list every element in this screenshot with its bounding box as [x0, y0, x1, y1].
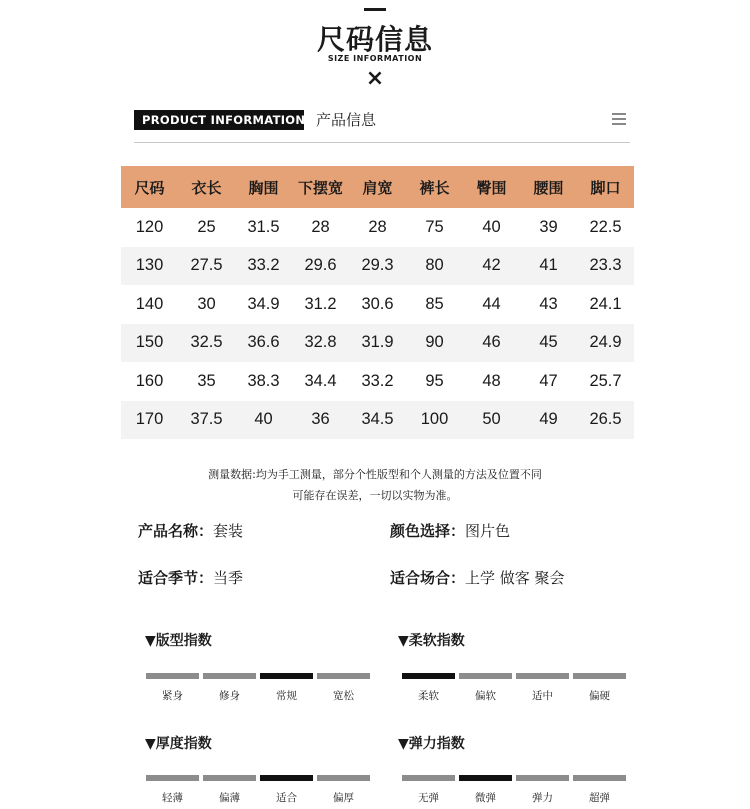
- index-segment: [146, 673, 199, 679]
- index-title-softness: ▼柔软指数: [398, 633, 465, 649]
- index-labels-elasticity: [402, 790, 626, 805]
- table-cell: 26.5: [577, 401, 634, 440]
- table-cell: 45: [520, 324, 577, 363]
- attr-value: 当季: [213, 569, 244, 587]
- table-cell: 46: [463, 324, 520, 363]
- measurement-note: [0, 464, 750, 506]
- table-cell: 42: [463, 247, 520, 286]
- index-label: 超弹: [589, 792, 610, 804]
- index-segment: [203, 673, 256, 679]
- table-cell: 22.5: [589, 217, 622, 236]
- table-cell: 48: [482, 371, 501, 390]
- table-cell: 36: [292, 401, 349, 440]
- table-cell: 31.9: [349, 324, 406, 363]
- index-title-fit: ▼版型指数: [145, 633, 212, 649]
- index-segment: [516, 673, 569, 679]
- index-label: 弹力: [532, 792, 553, 804]
- table-row: [121, 401, 634, 440]
- table-cell: 47: [539, 371, 558, 390]
- index-label: 偏厚: [333, 792, 354, 804]
- table-cell: 35: [197, 371, 216, 390]
- table-header-cell: 尺码: [121, 166, 178, 208]
- table-header-cell: 肩宽: [349, 166, 406, 208]
- table-cell: 40: [482, 217, 501, 236]
- index-label: 偏硬: [589, 690, 610, 702]
- table-cell: 49: [520, 401, 577, 440]
- table-cell: 28: [368, 217, 387, 236]
- table-header-cell: 脚口: [577, 166, 634, 208]
- table-cell: 85: [425, 294, 444, 313]
- table-cell: 43: [539, 294, 558, 313]
- table-cell: 160: [135, 371, 164, 390]
- index-segment: [516, 775, 569, 781]
- table-header-cell: 腰围: [520, 166, 577, 208]
- attr-value: 套装: [213, 522, 244, 540]
- page-subtitle: SIZE INFORMATION: [327, 54, 423, 63]
- index-label: 适中: [532, 690, 553, 702]
- table-cell: 31.5: [247, 217, 280, 236]
- index-segment: [402, 673, 455, 679]
- product-info-badge: PRODUCT INFORMATION: [134, 110, 304, 130]
- attr-value: 上学 做客 聚会: [465, 569, 565, 587]
- table-cell: 36.6: [235, 324, 292, 363]
- table-cell: 33.2: [361, 371, 394, 390]
- index-bars-softness: [402, 673, 626, 679]
- index-label: 修身: [219, 690, 240, 702]
- table-cell: 75: [425, 217, 444, 236]
- index-segment: [146, 775, 199, 781]
- size-table: [121, 166, 634, 439]
- index-label: 微弹: [475, 792, 496, 804]
- menu-icon: [612, 113, 626, 125]
- table-cell: 27.5: [178, 247, 235, 286]
- index-bars-elasticity: [402, 775, 626, 781]
- table-row: [121, 247, 634, 286]
- table-cell: 170: [121, 401, 178, 440]
- index-segment: [459, 775, 512, 781]
- index-segment: [317, 775, 370, 781]
- table-cell: 80: [406, 247, 463, 286]
- index-label: 柔软: [418, 690, 439, 702]
- index-label: 常规: [276, 690, 297, 702]
- table-cell: 150: [121, 324, 178, 363]
- index-label: 偏薄: [219, 792, 240, 804]
- close-icon: ×: [365, 66, 385, 91]
- attr-label: 适合场合：: [390, 569, 466, 587]
- index-segment: [573, 775, 626, 781]
- table-row: [121, 362, 634, 401]
- index-labels-thickness: [146, 790, 370, 805]
- attr-product-name: [138, 520, 243, 541]
- table-cell: 30.6: [361, 294, 394, 313]
- index-label: 紧身: [162, 690, 183, 702]
- table-cell: 25: [197, 217, 216, 236]
- index-label: 适合: [276, 792, 297, 804]
- index-segment: [203, 775, 256, 781]
- table-cell: 39: [539, 217, 558, 236]
- table-row: [121, 324, 634, 363]
- table-cell: 23.3: [577, 247, 634, 286]
- table-row: [121, 285, 634, 324]
- table-header-cell: 臀围: [463, 166, 520, 208]
- table-cell: 95: [425, 371, 444, 390]
- table-cell: 90: [406, 324, 463, 363]
- index-bars-fit: [146, 673, 370, 679]
- table-cell: 34.9: [247, 294, 280, 313]
- table-cell: 29.3: [349, 247, 406, 286]
- index-segment: [402, 775, 455, 781]
- table-cell: 41: [520, 247, 577, 286]
- index-segment: [260, 775, 313, 781]
- index-segment: [573, 673, 626, 679]
- table-cell: 33.2: [235, 247, 292, 286]
- index-segment: [459, 673, 512, 679]
- table-cell: 25.7: [589, 371, 622, 390]
- index-title-elasticity: ▼弹力指数: [398, 736, 465, 752]
- index-label: 无弹: [418, 792, 439, 804]
- index-bars-thickness: [146, 775, 370, 781]
- table-cell: 40: [235, 401, 292, 440]
- table-cell: 28: [311, 217, 330, 236]
- table-cell: 29.6: [292, 247, 349, 286]
- attr-label: 颜色选择：: [390, 522, 466, 540]
- table-header-cell: 裤长: [406, 166, 463, 208]
- attr-label: 产品名称：: [138, 522, 214, 540]
- table-cell: 120: [135, 217, 164, 236]
- table-cell: 130: [121, 247, 178, 286]
- table-cell: 37.5: [178, 401, 235, 440]
- attr-value: 图片色: [465, 522, 511, 540]
- table-row: [121, 208, 634, 247]
- index-label: 宽松: [333, 690, 354, 702]
- index-segment: [317, 673, 370, 679]
- table-cell: 50: [463, 401, 520, 440]
- table-cell: 31.2: [304, 294, 337, 313]
- table-cell: 32.5: [178, 324, 235, 363]
- table-cell: 24.1: [589, 294, 622, 313]
- index-label: 轻薄: [162, 792, 183, 804]
- table-cell: 38.3: [247, 371, 280, 390]
- table-cell: 24.9: [577, 324, 634, 363]
- table-cell: 140: [135, 294, 164, 313]
- table-cell: 100: [406, 401, 463, 440]
- note-line: 测量数据:均为手工测量，部分个性版型和个人测量的方法及位置不同: [208, 468, 542, 481]
- table-cell: 44: [482, 294, 501, 313]
- table-cell: 34.5: [349, 401, 406, 440]
- product-info-label: 产品信息: [316, 111, 377, 129]
- index-segment: [260, 673, 313, 679]
- table-header-cell: 衣长: [178, 166, 235, 208]
- table-header-cell: 下摆宽: [292, 166, 349, 208]
- table-cell: 34.4: [304, 371, 337, 390]
- note-line: 可能存在误差，一切以实物为准。: [292, 489, 458, 502]
- table-header-cell: 胸围: [235, 166, 292, 208]
- table-cell: 32.8: [292, 324, 349, 363]
- title-top-dash: [364, 8, 386, 11]
- attr-season: [138, 567, 243, 588]
- attr-occasion: [390, 567, 565, 588]
- attr-color: [390, 520, 510, 541]
- index-labels-softness: [402, 688, 626, 703]
- page-title: 尺码信息: [316, 23, 433, 56]
- index-label: 偏软: [475, 690, 496, 702]
- divider: [134, 142, 630, 143]
- attr-label: 适合季节：: [138, 569, 214, 587]
- index-labels-fit: [146, 688, 370, 703]
- index-title-thickness: ▼厚度指数: [145, 736, 212, 752]
- table-cell: 30: [197, 294, 216, 313]
- table-header-row: [121, 166, 634, 208]
